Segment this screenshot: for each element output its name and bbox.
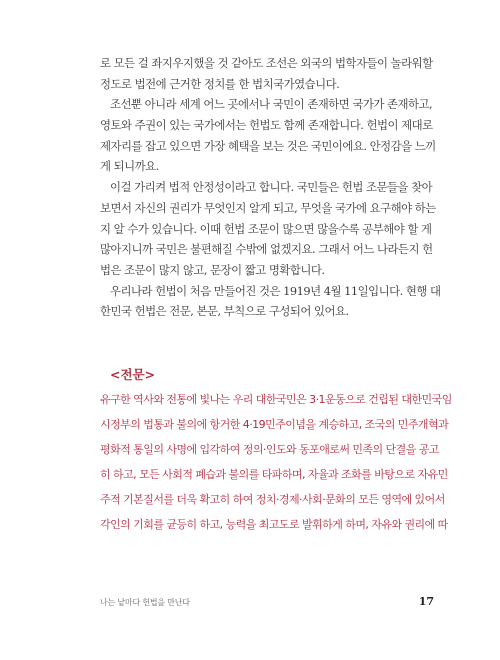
body-line: 많아지니까 국민은 불편해질 수밖에 없겠지요. 그래서 어느 나라든지 헌 (100, 242, 433, 257)
body-line: 이걸 가리켜 법적 안정성이라고 합니다. 국민들은 헌법 조문들을 찾아 (110, 180, 433, 195)
preamble-heading: <전문> (110, 367, 156, 382)
body-line: 한민국 헌법은 전문, 본문, 부칙으로 구성되어 있어요. (100, 304, 349, 319)
preamble-line: 각인의 기회를 균등히 하고, 능력을 최고도로 발휘하게 하며, 자유와 권리에 따 (100, 518, 448, 532)
preamble-line: 평화적 통일의 사명에 입각하여 정의·인도와 동포애로써 민족의 단결을 공고 (100, 443, 439, 457)
body-line: 정도로 법전에 근거한 정치를 한 법치국가였습니다. (100, 76, 340, 91)
body-line: 우리나라 헌법이 처음 만들어진 것은 1919년 4월 11일입니다. 현행 대 (110, 283, 441, 298)
page-number: 17 (418, 595, 434, 608)
preamble-line: 시정부의 법통과 불의에 항거한 4·19민주이념을 계승하고, 조국의 민주개혁과 (100, 418, 449, 432)
preamble-line: 히 하고, 모든 사회적 폐습과 불의를 타파하며, 자율과 조화를 바탕으로 자유민 (100, 468, 448, 482)
body-text (100, 53, 441, 322)
body-line: 로 모든 걸 좌지우지했을 것 같아도 조선은 외국의 법학자들이 놀라워할 (100, 56, 433, 70)
body-line: 보면서 자신의 권리가 무엇인지 알게 되고, 무엇을 국가에 요구해야 하는 (100, 200, 436, 215)
preamble-quote (100, 362, 460, 538)
body-line: 게 되니까요. (100, 159, 159, 174)
page-footer (100, 597, 434, 611)
body-line: 제자리를 잡고 있으면 가장 혜택을 보는 것은 국민이에요. 안정감을 느끼 (100, 138, 436, 153)
footer-book-title: 나는 낱마다 헌법을 만난다 (100, 598, 190, 607)
preamble-line: 유구한 역사와 전통에 빛나는 우리 대한국민은 3·1운동으로 건립된 대한민국임 (100, 393, 452, 406)
preamble-line: 주적 기본질서를 더욱 확고히 하여 정치·경제·사회·문화의 모든 영역에 있어서 (100, 493, 445, 507)
body-line: 영토와 주권이 있는 국가에서는 헌법도 함께 존재합니다. 헌법이 제대로 (100, 118, 433, 133)
body-line: 조선뿐 아니라 세계 어느 곳에서나 국민이 존재하면 국가가 존재하고, (110, 97, 433, 112)
body-line: 지 알 수가 있습니다. 이때 헌법 조문이 많으면 많을수록 공부해야 할 게 (100, 221, 432, 236)
body-line: 법은 조문이 많지 않고, 문장이 짧고 명확합니다. (100, 262, 325, 277)
